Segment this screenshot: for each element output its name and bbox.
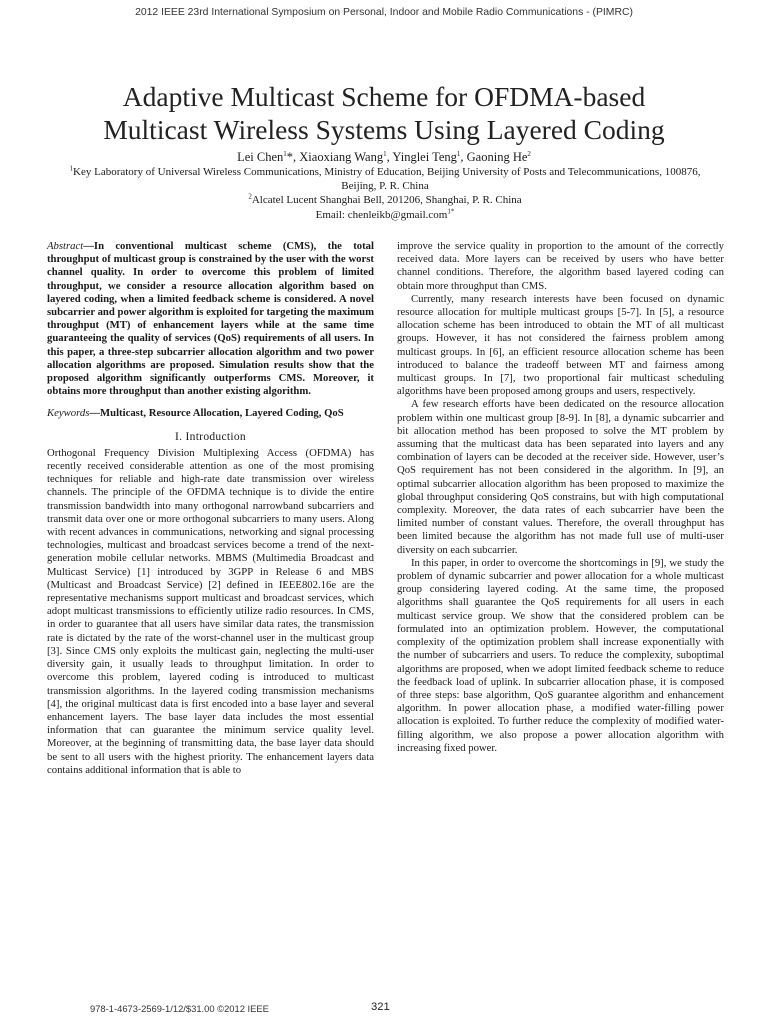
abstract-label: Abstract: [47, 240, 84, 252]
author-name: Gaoning He: [466, 150, 528, 164]
title-line-1: Adaptive Multicast Scheme for OFDMA-based: [122, 81, 646, 112]
paper-title: [20, 80, 748, 146]
section-heading: I. Introduction: [175, 430, 246, 443]
affiliation-text: Alcatel Lucent Shanghai Bell, 201206, Shanghai, P. R. China: [251, 194, 522, 207]
abstract: [47, 240, 374, 398]
author-name: Lei Chen: [237, 150, 284, 164]
affiliations: [60, 165, 710, 222]
author-affiliation-mark: 1: [283, 149, 287, 158]
author-list: [0, 150, 768, 165]
conference-header: 2012 IEEE 23rd International Symposium on Personal, Indoor and Mobile Radio Communications - (PIMRC): [135, 7, 633, 18]
affiliation-mark: 1: [69, 164, 74, 173]
body-paragraph: A few research efforts have been dedicated on the resource allocation problem within one multicast group [8-9]. In [8], a dynamic subcarrier and bit allocation method has been proposed to solve the MT problem by assuming that the multicast data has been separated into layers and any combination of layers can be decoded at the receiver side. However, user’s QoS requirement has not been considered in the algorithm. In [9], an optimal subcarrier allocation algorithm has been proposed to maximize the global throughput considering QoS constrains, but with high computational complexity. Moreover, the data rates of each subcarrier have been the limited number of constant values. Therefore, the overall throughput has been limited because the algorithm has not made full use of multi-user diversity on each subcarrier.: [397, 398, 724, 556]
affiliation-2: [60, 193, 710, 207]
author-separator: ,: [460, 150, 464, 164]
corresponding-mark: *,: [286, 150, 297, 164]
author-affiliation-mark: 2: [527, 149, 531, 158]
author-affiliation-mark: 1: [383, 149, 387, 158]
keywords-dash: —: [89, 407, 101, 420]
affiliation-mark: 2: [248, 192, 252, 201]
left-column: [47, 240, 374, 777]
body-paragraph: Orthogonal Frequency Division Multiplexing Access (OFDMA) has recently received considerable attention as one of the most promising techniques for reliable and high-rate date transmission over wireless channels. The principle of the OFDMA technique is to divide the entire transmission bandwidth into many orthogonal narrowband subcarriers and transmit data over one or more orthogonal subcarriers to many users. Along with recent advances in communications, networking and signal processing technologies, multicast and broadcast services become a trend of the next-generation mobile cellular networks. MBMS (Multimedia Broadcast and Multicast Service) [1] introduced by 3GPP in Release 6 and MBS (Multicast and Broadcast Service) [2] defined in IEEE802.16e are the representative mechanisms support multicast and broadcast services, which adopt multicast transmissions to efficiently utilize radio resources. In CMS, in order to guarantee that all users have similar data rates, the transmission rate is dictated by the rate of the worst-channel user in the multicast group [3]. Since CMS only exploits the multicast gain, neglecting the multi-user diversity gain, it usually leads to throughput limitation. In order to overcome this problem, layered coding is introduced to multicast transmission algorithms. In the layered coding transmission mechanisms [4], the original multicast data is first encoded into a base layer and several enhancement layers. The base layer data includes the most essential information that can guarantee the minimum service quality level. Moreover, at the beginning of transmitting data, the base layer data should be sent to all users with the highest priority. The enhancement layers data contains additional information that is able to: [47, 446, 374, 776]
title-line-2: Multicast Wireless Systems Using Layered Coding: [103, 114, 665, 145]
page-number: 321: [371, 1001, 390, 1013]
abstract-dash: —: [83, 240, 94, 252]
keywords-text: Multicast, Resource Allocation, Layered Coding, QoS: [100, 407, 344, 420]
author-separator: ,: [386, 150, 390, 164]
keywords-label: Keywords: [47, 407, 90, 420]
author-name: Yinglei Teng: [392, 150, 457, 164]
email-mark: 1*: [447, 206, 455, 215]
author-affiliation-mark: 1: [456, 149, 461, 158]
affiliation-text: Key Laboratory of Universal Wireless Communications, Ministry of Education, Beijing University of Posts and Telecommunications, 100876, Beijing, P. R. China: [73, 166, 701, 193]
abstract-text: In conventional multicast scheme (CMS), the total throughput of multicast group is constrained by the user with the worst channel quality. In order to overcome this problem of limited throughput, we consider a resource allocation algorithm based on layered coding, when a limited feedback scheme is considered. A novel subcarrier and power algorithm is exploited for targeting the maximum throughput (MT) of enhancement layers while at the same time guaranteeing the quality of services (QoS) requirements of all users. In this paper, a three-step subcarrier allocation algorithm and two power allocation algorithms are proposed. Simulation results show that the proposed algorithm significantly outperforms CMS. Moreover, it obtains more throughput than another existing algorithm.: [47, 240, 374, 398]
body-paragraph: improve the service quality in proportion to the amount of the correctly received data. More layers can be received by users who have better channel conditions. Therefore, the algorithm based layered coding can obtain more throughput than CMS.: [397, 240, 724, 292]
right-column: [397, 240, 724, 755]
footer-isbn: 978-1-4673-2569-1/12/$31.00 ©2012 IEEE: [90, 1003, 269, 1014]
affiliation-1: [60, 165, 710, 193]
contact-email: [60, 208, 710, 222]
keywords: [47, 407, 374, 420]
body-paragraph: In this paper, in order to overcome the shortcomings in [9], we study the problem of dynamic subcarrier and power allocation for a whole multicast group considering layered coding. At the same time, the proposed algorithms shall guarantee the QoS requirements for all users in each multicast service group. We show that the considered problem can be formulated into an optimization problem. However, the computational complexity of the optimization problem shall increase exponentially with the number of subcarriers and users. To reduce the complexity, suboptimal algorithms are proposed, when we adopt limited feedback scheme to reduce the feedback load of uplink. In subcarrier allocation phase, it is composed of three steps: base algorithm, QoS guarantee algorithm and enhancement algorithm. In power allocation phase, a modified water-filling power allocation is exploited. To further reduce the complexity of modified water-filling algorithm, we also propose a power allocation algorithm with increasing fixed power.: [397, 556, 724, 754]
email-text: Email: chenleikb@gmail.com: [315, 208, 448, 221]
body-paragraph: Currently, many research interests have been focused on dynamic resource allocation for multiple multicast groups [5-7]. In [5], a resource allocation scheme has been introduced to obtain the MT of all multicast groups. However, it has not considered the fairness problem among multicast groups. In [6], an efficient resource allocation scheme has been introduced to balance the tradeoff between MT and fairness among multicast groups. In [7], two proportional fair multicast scheduling algorithms have been proposed among groups and users, respectively.: [397, 292, 724, 398]
author-name: Xiaoxiang Wang: [299, 150, 384, 164]
